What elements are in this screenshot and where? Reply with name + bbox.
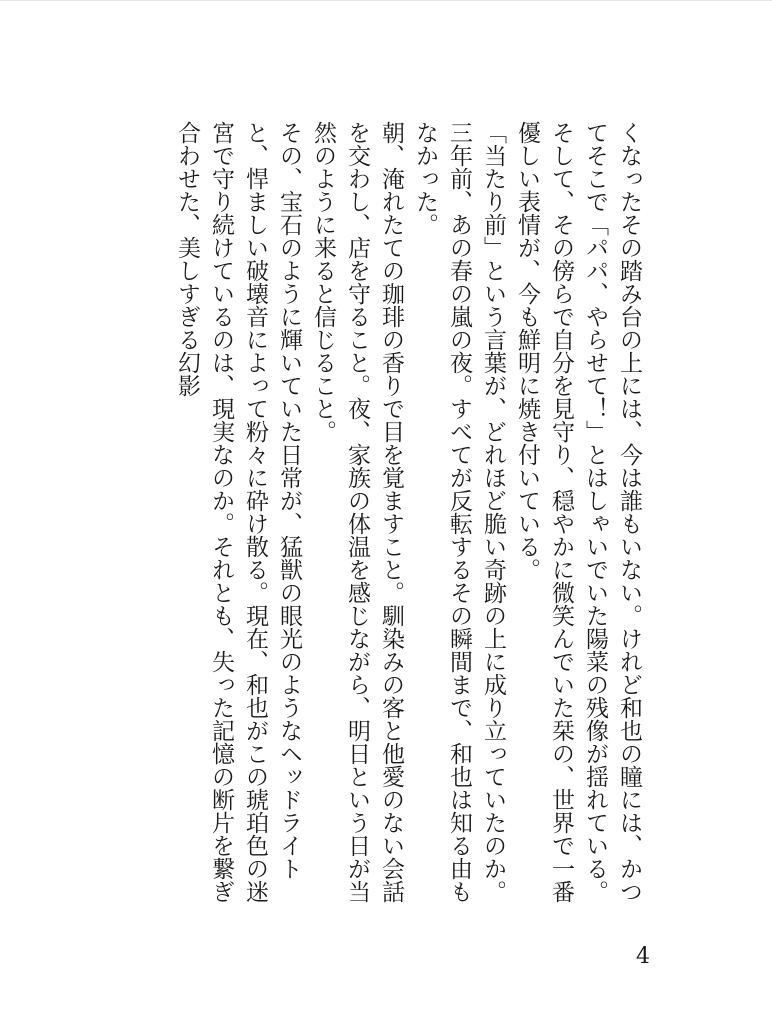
paragraph: くなったその踏み台の上には、今は誰もいない。けれど和也の瞳には、かつてそこで「パパ、やらせて！」とはしゃいでいた陽菜の残像が揺れている。そして、その傍らで自分を見守り、穏やかに微笑んでいた栞の、世界で一番優しい表情が、今も鮮明に焼き付いている。 xyxy=(514,121,642,903)
vertical-body-text xyxy=(174,121,646,921)
paragraph: その、宝石のように輝いていた日常が、猛獣の眼光のようなヘッドライトと、悍ましい破壊音によって粉々に砕け散る。現在、和也がこの琥珀色の迷宮で守り続けているのは、現実なのか。それとも、失った記憶の断片を繋ぎ合わせた、美しすぎる幻影 xyxy=(174,121,302,903)
paragraph: 朝、淹れたての珈琲の香りで目を覚ますこと。馴染みの客と他愛のない会話を交わし、店を守ること。夜、家族の体温を感じながら、明日という日が当然のように来ると信じること。 xyxy=(310,121,404,903)
page-number: 4 xyxy=(636,944,650,969)
paragraph: 「当たり前」という言葉が、どれほど脆い奇跡の上に成り立っていたのか。三年前、あの春の嵐の夜。すべてが反転するその瞬間まで、和也は知る由もなかった。 xyxy=(412,121,506,903)
